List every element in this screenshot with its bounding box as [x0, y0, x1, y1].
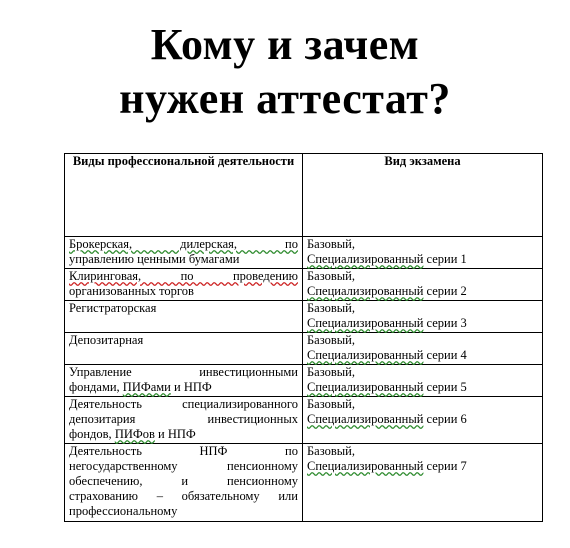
activity-line: депозитария инвестиционных: [69, 412, 298, 426]
exam-cell: [303, 444, 543, 522]
table-row: [65, 269, 543, 301]
exam-line: Специализированный серии 4: [307, 348, 467, 362]
activity-line: Управление инвестиционными: [69, 365, 298, 379]
activity-line: Деятельность НПФ по: [69, 444, 298, 458]
activity-line: негосударственному пенсионному: [69, 459, 298, 473]
activity-line: обеспечению, и пенсионному: [69, 474, 298, 488]
exam-line: Специализированный серии 2: [307, 284, 467, 298]
column-header-activity: Виды профессиональной деятельности: [65, 154, 303, 237]
activity-line: Клиринговая, по проведению: [69, 269, 298, 283]
exam-cell: [303, 237, 543, 269]
title-line-2: нужен аттестат?: [119, 74, 451, 123]
activity-line: организованных торгов: [69, 284, 194, 298]
exam-line: Специализированный серии 3: [307, 316, 467, 330]
activity-cell: [65, 444, 303, 522]
exam-line: Специализированный серии 6: [307, 412, 467, 426]
exam-line: Базовый,: [307, 365, 355, 379]
exam-table: [64, 153, 543, 522]
column-header-exam: Вид экзамена: [303, 154, 543, 237]
exam-line: Базовый,: [307, 301, 355, 315]
activity-cell: [65, 237, 303, 269]
activity-cell: [65, 397, 303, 444]
exam-line: Специализированный серии 7: [307, 459, 467, 473]
activity-cell: [65, 301, 303, 333]
activity-line: фондов, ПИФов и НПФ: [69, 427, 196, 441]
exam-cell: [303, 301, 543, 333]
exam-line: Специализированный серии 1: [307, 252, 467, 266]
exam-cell: [303, 365, 543, 397]
exam-line: Базовый,: [307, 333, 355, 347]
table-row: [65, 397, 543, 444]
activity-line: Деятельность специализированного: [69, 397, 298, 411]
activity-cell: [65, 333, 303, 365]
activity-line: фондами, ПИФами и НПФ: [69, 380, 212, 394]
activity-line: Брокерская, дилерская, по: [69, 237, 298, 251]
table-row: [65, 301, 543, 333]
exam-line: Базовый,: [307, 397, 355, 411]
table-row: [65, 365, 543, 397]
activity-line: профессиональному: [69, 504, 178, 518]
activity-line: Депозитарная: [69, 333, 144, 347]
activity-line: управлению ценными бумагами: [69, 252, 240, 266]
table-row: [65, 444, 543, 522]
activity-line: страхованию – обязательному или: [69, 489, 298, 503]
exam-cell: [303, 397, 543, 444]
title-line-1: Кому и зачем: [150, 20, 420, 69]
activity-cell: [65, 269, 303, 301]
table-header-row: [65, 154, 543, 237]
exam-line: Базовый,: [307, 444, 355, 458]
table-row: [65, 333, 543, 365]
activity-line: Регистраторская: [69, 301, 157, 315]
exam-line: Специализированный серии 5: [307, 380, 467, 394]
exam-line: Базовый,: [307, 237, 355, 251]
table-row: [65, 237, 543, 269]
exam-cell: [303, 269, 543, 301]
exam-line: Базовый,: [307, 269, 355, 283]
page-title: [0, 18, 570, 126]
activity-cell: [65, 365, 303, 397]
exam-cell: [303, 333, 543, 365]
